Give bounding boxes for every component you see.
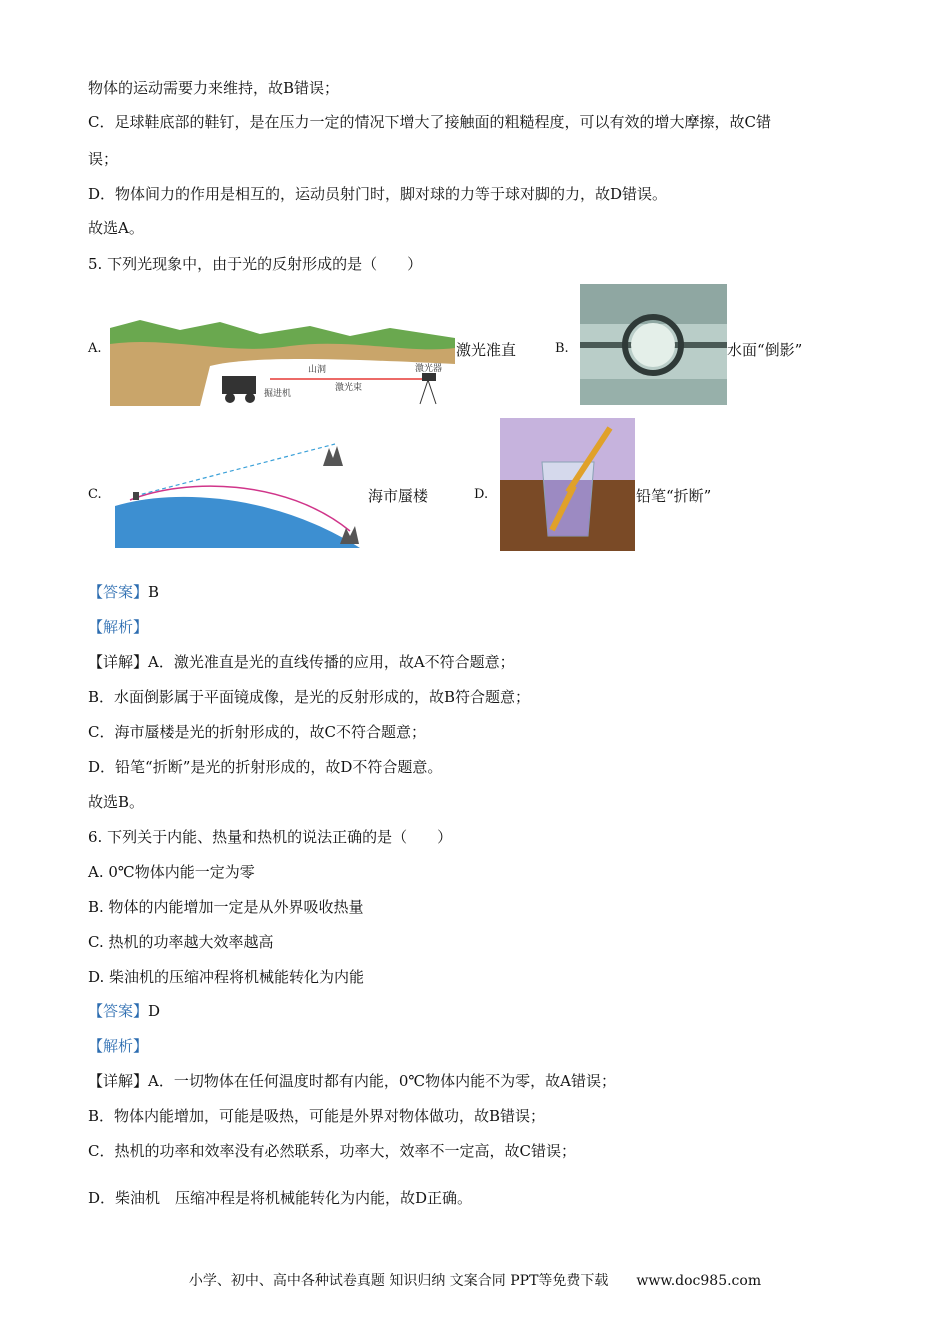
img-label-laser: 激光器 — [415, 364, 443, 374]
answer-tag: 【答案】 — [88, 583, 149, 601]
q6-detail-line: D．柴油机 压缩冲程是将机械能转化为内能，故D正确。 — [88, 1189, 473, 1207]
detail-tag: 【详解】 — [88, 1072, 149, 1090]
pencil-in-glass-image — [500, 418, 635, 551]
text-line: 故选A。 — [88, 219, 144, 237]
q5-detail-first — [88, 652, 515, 672]
option-c-label: C. — [88, 487, 102, 502]
option-a-caption: 激光准直 — [456, 341, 517, 359]
q5-answer — [88, 582, 159, 602]
detail-text: A．一切物体在任何温度时都有内能，0℃物体内能不为零，故A错误； — [148, 1072, 617, 1090]
q6-option-b: B. 物体的内能增加一定是从外界吸收热量 — [88, 898, 364, 916]
q6-analysis-tag: 【解析】 — [88, 1037, 149, 1055]
text-line: D．物体间力的作用是相互的，运动员射门时，脚对球的力等于球对脚的力，故D错误。 — [88, 185, 668, 203]
option-b-label: B. — [555, 341, 569, 356]
option-c-caption: 海市蜃楼 — [368, 487, 429, 505]
page-footer: 小学、初中、高中各种试卷真题 知识归纳 文案合同 PPT等免费下载 www.doc985.com — [188, 1273, 762, 1289]
bridge-reflection-image — [580, 284, 727, 405]
q6-option-c: C. 热机的功率越大效率越高 — [88, 933, 274, 951]
question-6-stem: 6. 下列关于内能、热量和热机的说法正确的是（ ） — [88, 828, 453, 846]
option-d-label: D. — [474, 487, 489, 502]
img-label-cave: 山洞 — [308, 365, 327, 375]
detail-text: A．激光准直是光的直线传播的应用，故A不符合题意； — [148, 653, 515, 671]
option-d-caption: 铅笔“折断” — [636, 487, 712, 505]
img-label-beam: 激光束 — [335, 383, 363, 393]
q5-analysis-tag: 【解析】 — [88, 618, 149, 636]
answer-tag: 【答案】 — [88, 1002, 149, 1020]
q6-option-a: A. 0℃物体内能一定为零 — [88, 863, 255, 881]
q6-detail-line: B．物体内能增加，可能是吸热，可能是外界对物体做功，故B错误； — [88, 1107, 546, 1125]
q5-detail-line: D．铅笔“折断”是光的折射形成的，故D不符合题意。 — [88, 758, 443, 776]
q6-detail-line: C．热机的功率和效率没有必然联系，功率大，效率不一定高，故C错误； — [88, 1142, 576, 1160]
text-line: 物体的运动需要力来维持，故B错误； — [88, 79, 340, 97]
q5-detail-line: B．水面倒影属于平面镜成像，是光的反射形成的，故B符合题意； — [88, 688, 531, 706]
q6-option-d: D. 柴油机的压缩冲程将机械能转化为内能 — [88, 968, 365, 986]
option-a-label: A. — [88, 341, 102, 356]
question-5-stem: 5. 下列光现象中，由于光的反射形成的是（ ） — [88, 255, 423, 273]
mirage-image — [115, 436, 360, 549]
q5-detail-line: 故选B。 — [88, 793, 145, 811]
q5-detail-line: C．海市蜃楼是光的折射形成的，故C不符合题意； — [88, 723, 426, 741]
laser-tunnel-image — [110, 316, 455, 406]
img-label-machine: 掘进机 — [264, 389, 292, 399]
text-line: 误； — [88, 150, 119, 168]
answer-value: D — [148, 1002, 161, 1020]
detail-tag: 【详解】 — [88, 653, 149, 671]
q6-detail-first — [88, 1071, 616, 1091]
option-b-caption: 水面“倒影” — [727, 341, 803, 359]
answer-value: B — [148, 583, 160, 601]
q6-answer — [88, 1001, 160, 1021]
text-line: C．足球鞋底部的鞋钉，是在压力一定的情况下增大了接触面的粗糙程度，可以有效的增大摩擦，故C错 — [88, 113, 771, 131]
